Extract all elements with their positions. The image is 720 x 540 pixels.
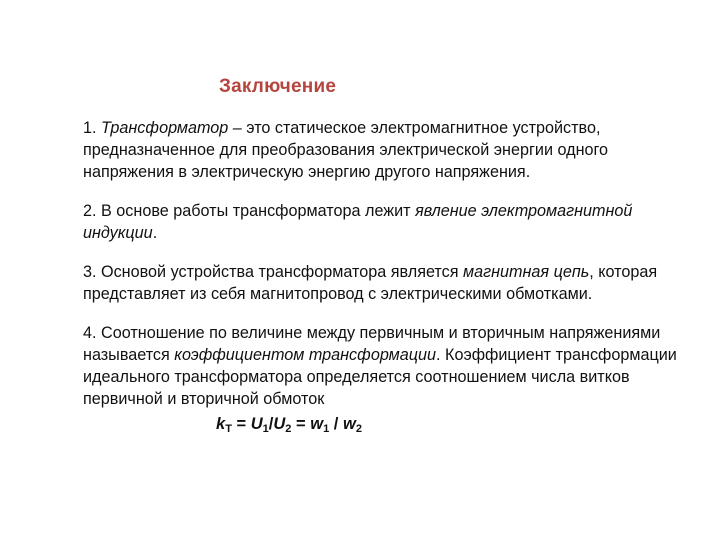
item-text: . Коэффициент трансформации идеального трансформатора определяется соотношением числа витков первичной и вторичной обмоток — [83, 346, 677, 408]
list-item — [83, 200, 683, 244]
item-text: . — [152, 224, 158, 242]
formula-w1-sub: 1 — [323, 423, 330, 435]
formula-u1-sub: 1 — [262, 423, 269, 435]
list-item — [83, 117, 683, 183]
formula-eq: = — [291, 415, 311, 433]
item-term: коэффициентом трансформации — [174, 346, 437, 364]
formula-slash: / — [268, 415, 274, 433]
item-term: магнитная цепь — [463, 263, 590, 281]
item-prefix: 2. В основе работы трансформатора лежит — [83, 202, 416, 220]
formula-u2-sub: 2 — [285, 423, 292, 435]
formula-w1: w — [310, 415, 324, 433]
item-prefix: 1. — [83, 119, 101, 137]
list-item — [83, 322, 683, 410]
item-prefix: 4. Соотношение по величине между первичным и вторичным напряжениями называется — [83, 324, 661, 364]
formula-u2: U — [273, 415, 286, 433]
item-term: Трансформатор — [101, 119, 229, 137]
conclusion-list — [83, 117, 683, 440]
slide-title: Заключение — [219, 76, 337, 97]
item-text: , которая представляет из себя магнитопровод с электрическими обмотками. — [83, 263, 658, 303]
formula-w2: w — [342, 415, 356, 433]
formula-slash: / — [329, 415, 343, 433]
list-item — [83, 261, 683, 305]
transformation-ratio-formula — [216, 413, 683, 440]
item-term: явление электромагнитной индукции — [83, 202, 633, 242]
formula-eq: = — [231, 415, 251, 433]
item-prefix: 3. Основой устройства трансформатора является — [83, 263, 464, 281]
item-text: – это статическое электромагнитное устройство, предназначенное для преобразования электрической энергии одного напряжения в электрическую энергию другого напряжения. — [83, 119, 609, 181]
formula-w2-sub: 2 — [355, 423, 362, 435]
formula-k: k — [216, 415, 226, 433]
formula-u1: U — [250, 415, 263, 433]
formula-k-sub: T — [225, 423, 232, 435]
